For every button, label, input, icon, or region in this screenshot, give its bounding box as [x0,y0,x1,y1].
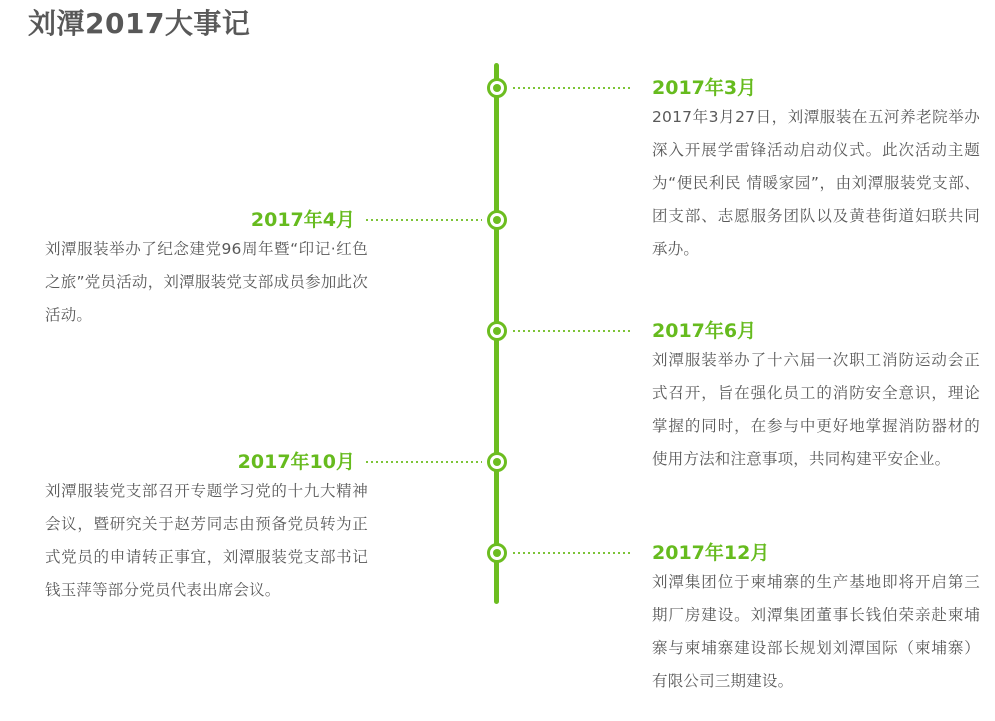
timeline-node-dot [493,458,501,466]
timeline-connector [366,461,482,463]
timeline-connector [513,330,630,332]
timeline-event-2017-12 [652,540,980,698]
event-date: 2017年3月 [652,77,757,99]
timeline-event-2017-03 [652,75,980,266]
event-description: 刘潭服装举办了十六届一次职工消防运动会正式召开，旨在强化员工的消防安全意识，理论掌握的同时，在参与中更好地掌握消防器材的使用方法和注意事项，共同构建平安企业。 [652,351,980,468]
event-description: 刘潭服装举办了纪念建党96周年暨“印记·红色之旅”党员活动，刘潭服装党支部成员参加此次活动。 [45,240,368,324]
timeline-node [487,78,507,98]
timeline-node-dot [493,327,501,335]
event-date: 2017年10月 [237,451,355,473]
timeline-connector [366,219,482,221]
timeline-node-dot [493,549,501,557]
timeline-node [487,452,507,472]
event-date: 2017年12月 [652,542,770,564]
timeline-event-2017-04 [45,207,368,332]
timeline-event-2017-10 [45,449,368,607]
event-description: 刘潭集团位于柬埔寨的生产基地即将开启第三期厂房建设。刘潭集团董事长钱伯荣亲赴柬埔寨与柬埔寨建设部长规划刘潭国际（柬埔寨）有限公司三期建设。 [652,573,980,690]
timeline-node [487,210,507,230]
event-date: 2017年6月 [652,320,757,342]
timeline-event-2017-06 [652,318,980,476]
event-date: 2017年4月 [250,209,355,231]
page-title: 刘潭2017大事记 [28,7,251,40]
timeline-connector [513,87,630,89]
timeline-node-dot [493,216,501,224]
timeline-node-dot [493,84,501,92]
event-description: 2017年3月27日，刘潭服装在五河养老院举办深入开展学雷锋活动启动仪式。此次活动主题为“便民利民 情暖家园”，由刘潭服装党支部、团支部、志愿服务团队以及黄巷街道妇联共同承办。 [652,108,980,258]
timeline-node [487,543,507,563]
timeline-node [487,321,507,341]
event-description: 刘潭服装党支部召开专题学习党的十九大精神会议，暨研究关于赵芳同志由预备党员转为正式党员的申请转正事宜，刘潭服装党支部书记钱玉萍等部分党员代表出席会议。 [45,482,368,599]
timeline-connector [513,552,630,554]
